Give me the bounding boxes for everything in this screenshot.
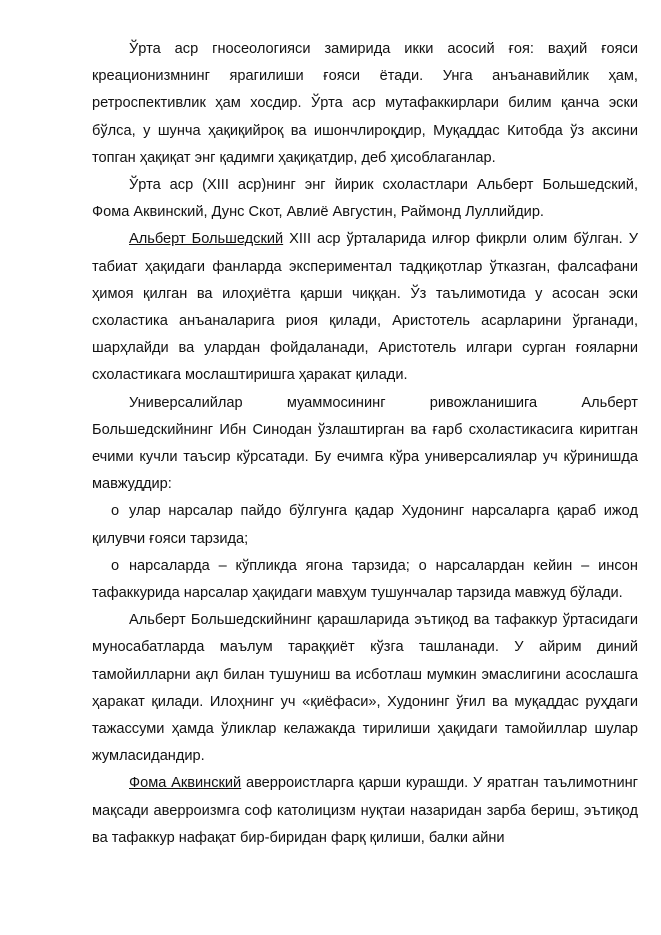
bullet-item-2 <box>92 553 638 607</box>
paragraph-faith-reason: Альберт Большедскийнинг қарашларида эътиқод ва тафаккур ўртасидаги муносабатларда маълум тараққиёт кўзга ташланади. У айрим диний тамойилларни ақл билан тушуниш ва исботлаш мумкин эмаслигини асослашга ҳаракат қилади. Илоҳнинг уч «қиёфаси», Худонинг ўғил ва муқаддас руҳдаги тажассуми ҳамда ўликлар келажакда тирилиши ҳақидаги тамойиллар шулар жумласидандир. <box>92 612 638 765</box>
paragraph-thomas <box>92 770 638 852</box>
bullet-marker: o <box>111 503 120 520</box>
name-thomas: Фома Аквинский <box>129 775 242 792</box>
paragraph-universals: Универсалийлар муаммосининг ривожланишига Альберт Большедскийнинг Ибн Синодан ўзлаштирган ва ғарб схоластикасига киритган ечими кучли таъсир кўрсатади. Бу ечимга кўра универсалиялар уч кўринишда мавжуддир: <box>92 394 638 493</box>
document-page <box>92 36 638 852</box>
name-albert: Альберт Большедский <box>129 231 284 248</box>
paragraph-albert-rest: XIII аср ўрталарида илғор фикрли олим бўлган. У табиат ҳақидаги фанларда экспериментал тадқиқотлар ўтказган, фалсафани ҳимоя қилган ва илоҳиётга қарши чиққан. Ўз таълимотида у асосан эски схоластика анъаналарига риоя қилади, Аристотель асарларини ўрганади, шарҳлайди ва улардан фойдаланади, Аристотель илгари сурган ғояларни схоластикага мослаштиришга ҳаракат қилади. <box>92 231 638 384</box>
bullet-item-1-text: улар нарсалар пайдо бўлгунга қадар Худонинг нарсаларга қараб ижод қилувчи ғояси тарзида; <box>92 503 638 547</box>
bullet-marker: o <box>111 557 120 574</box>
bullet-item-1 <box>92 498 638 552</box>
paragraph-albert <box>92 226 638 389</box>
paragraph-scholastics-list: Ўрта аср (XIII аср)нинг энг йирик схоластлари Альберт Большедский, Фома Аквинский, Дунс Скот, Авлиё Августин, Раймонд Луллийдир. <box>92 177 638 221</box>
paragraph-thomas-rest: аверроистларга қарши курашди. У яратган таълимотнинг мақсади аверроизмга соф католицизм нуқтаи назаридан зарба бериш, эътиқод ва тафаккур нафақат бир-биридан фарқ қилиши, балки айни <box>92 775 638 846</box>
bullet-item-2-text: нарсаларда – кўпликда ягона тарзида; о нарсалардан кейин – инсон тафаккурида нарсалар ҳақидаги мавҳум тушунчалар тарзида мавжуд бўлади. <box>92 557 638 602</box>
paragraph-intro: Ўрта аср гносеологияси замирида икки асосий ғоя: ваҳий ғояси креационизмнинг ярагилиши ғояси ётади. Унга анъанавийлик ҳам, ретроспективлик ҳам хосдир. Ўрта аср мутафаккирлари билим қанча эски бўлса, у шунча ҳақиқийроқ ва ишончлироқдир, Муқаддас Китобда ўз аксини топган ҳақиқат энг қадимги ҳақиқатдир, деб ҳисоблаганлар. <box>92 41 638 166</box>
